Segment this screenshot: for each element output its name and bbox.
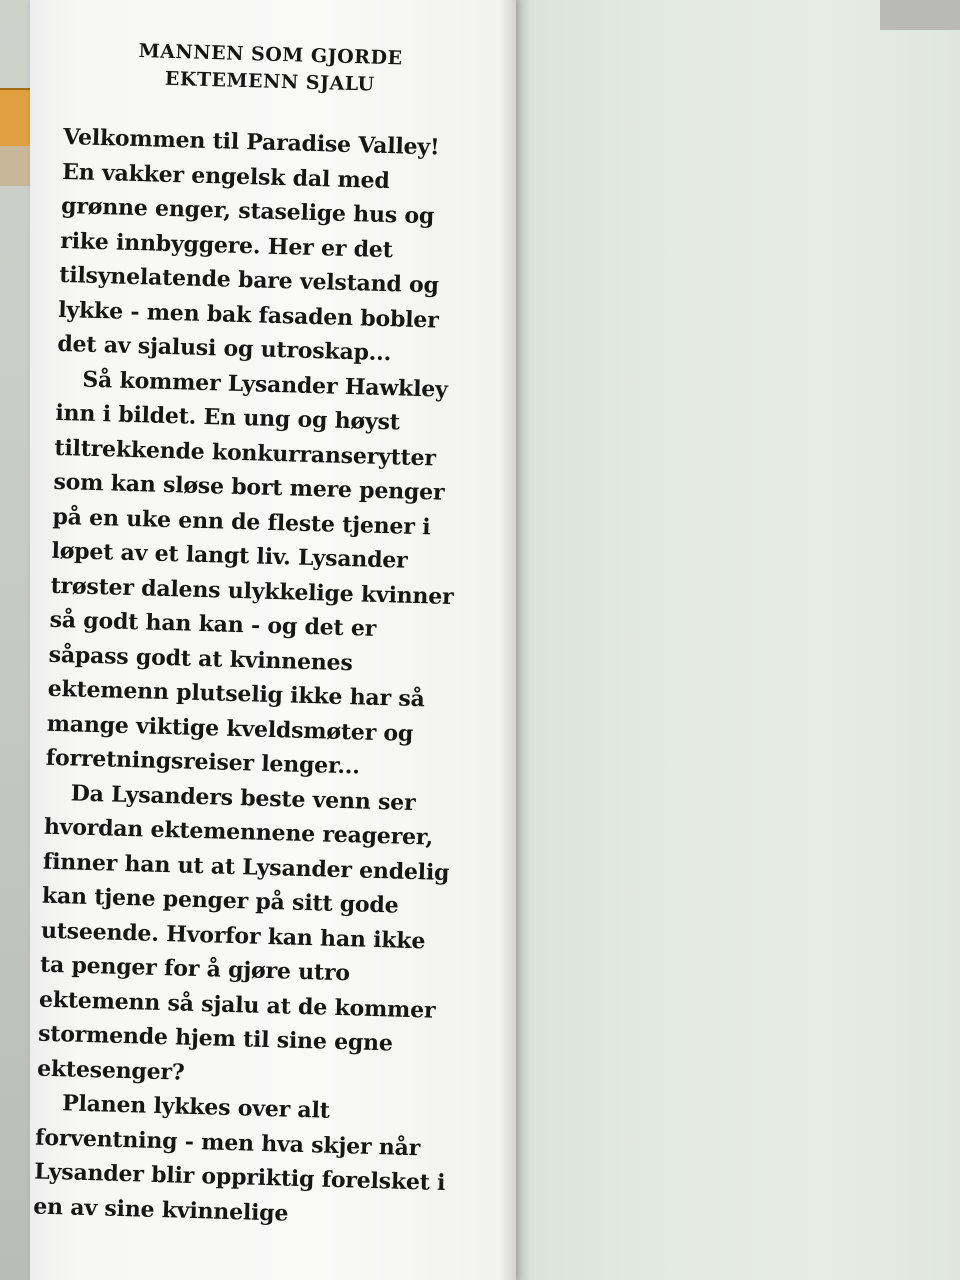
blurb-paragraph <box>57 120 504 374</box>
blurb-line: lykke - men bak fasaden bobler <box>58 296 439 334</box>
book-title <box>64 36 505 102</box>
blurb-paragraph <box>37 775 485 1098</box>
back-cover-page <box>30 0 516 1280</box>
blurb-line: finner han ut at Lysander endelig <box>42 848 450 886</box>
blurb-line: forventning - men hva skjer når <box>34 1124 421 1161</box>
right-facing-page <box>512 0 960 1280</box>
background-object <box>0 146 30 186</box>
background-corner <box>880 0 960 30</box>
blurb-line: hvordan ektemennene reagerer, <box>43 813 434 851</box>
blurb-paragraph <box>33 1086 477 1236</box>
blurb-line: grønne enger, staselige hus og <box>60 192 435 230</box>
blurb-line: mange viktige kveldsmøter og <box>46 710 414 747</box>
blurb-line: forretningsreiser lenger... <box>45 744 361 780</box>
blurb-line: ektemenn plutselig ikke har så <box>47 675 425 713</box>
blurb-line: stormende hjem til sine egne <box>37 1020 394 1057</box>
blurb-line: rike innbyggere. Her er det <box>59 227 393 263</box>
blurb-paragraphs <box>33 120 504 1236</box>
blurb-line: ta penger for å gjøre utro <box>39 951 351 987</box>
back-cover-blurb <box>33 36 506 1236</box>
blurb-line: som kan sløse bort mere penger <box>53 468 445 506</box>
blurb-line: såpass godt at kvinnenes <box>48 641 353 676</box>
blurb-line: trøster dalens ulykkelige kvinner <box>50 572 454 610</box>
blurb-line: kan tjene penger på sitt gode <box>41 882 399 919</box>
blurb-line: En vakker engelsk dal med <box>61 158 390 194</box>
blurb-line: Da Lysanders beste venn ser <box>70 779 416 816</box>
blurb-line: Lysander blir oppriktig forelsket i <box>33 1158 446 1197</box>
blurb-line: tiltrekkende konkurranserytter <box>54 434 437 471</box>
blurb-line: inn i bildet. En ung og høyst <box>55 399 401 436</box>
blurb-line: Så kommer Lysander Hawkley <box>82 366 449 403</box>
page-gutter-shadow <box>500 0 530 1280</box>
blurb-line: på en uke enn de fleste tjener i <box>52 503 431 540</box>
blurb-line: tilsynelatende bare velstand og <box>58 261 440 299</box>
blurb-line: så godt han kan - og det er <box>49 606 377 642</box>
blurb-line: det av sjalusi og utroskap... <box>57 330 392 367</box>
blurb-line: løpet av et langt liv. Lysander <box>51 537 408 574</box>
blurb-line: ektemenn så sjalu at de kommer <box>38 986 436 1024</box>
background-orange-object <box>0 88 34 148</box>
blurb-line: ektesenger? <box>36 1055 185 1086</box>
blurb-line: Planen lykkes over alt <box>61 1090 331 1124</box>
book-title-line: EKTEMENN SJALU <box>164 67 375 96</box>
blurb-line: utseende. Hvorfor kan han ikke <box>40 917 426 954</box>
blurb-line: en av sine kvinnelige <box>32 1193 289 1227</box>
blurb-line: Velkommen til Paradise Valley! <box>62 123 440 161</box>
blurb-paragraph <box>45 361 496 787</box>
book-title-line: MANNEN SOM GJORDE <box>138 40 403 70</box>
